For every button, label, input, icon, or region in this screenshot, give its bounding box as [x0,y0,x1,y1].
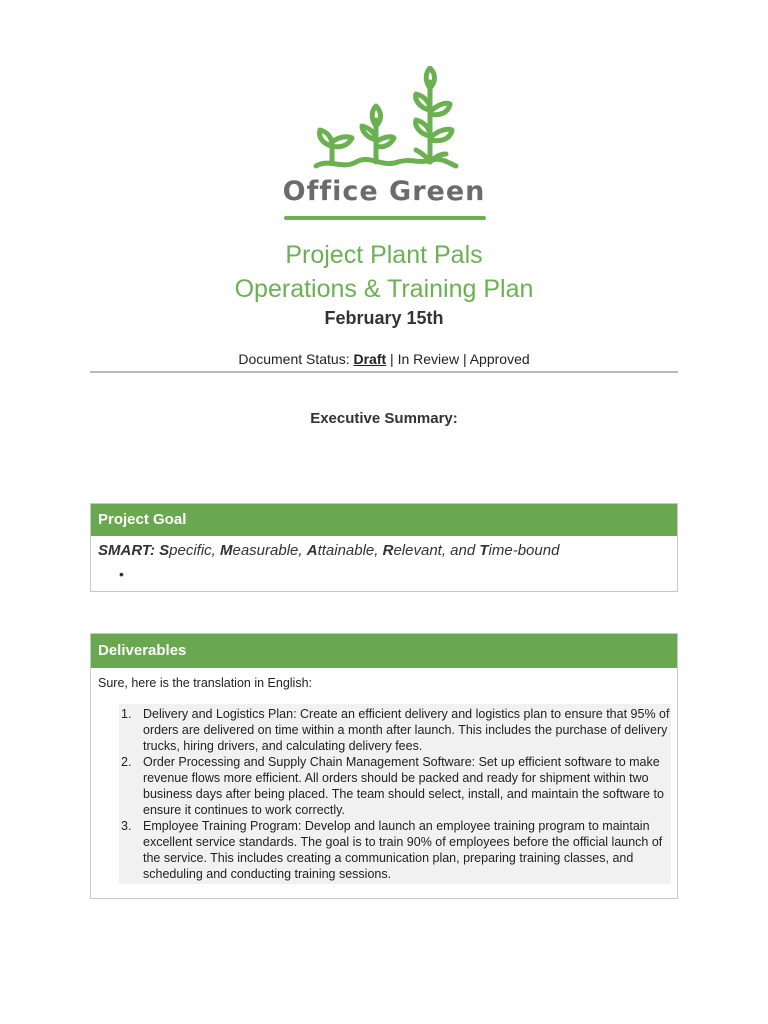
deliverables-table [90,633,678,899]
doc-date: February 15th [324,308,444,328]
project-goal-table [90,503,678,592]
list-item-text: Delivery and Logistics Plan: Create an efficient delivery and logistics plan to ensure that 95% of orders are delivered on time within a month after launch. This includes the purchase of delivery trucks, hiring drivers, and calculating delivery fees. [143,707,670,753]
doc-title-line2: Operations & Training Plan [234,275,534,303]
status-in-review[interactable]: In Review [397,351,460,367]
list-number: 1. [121,707,132,721]
smart-word: pecific, [169,542,220,559]
brand-name: Office Green [282,176,486,207]
list-item [119,706,671,754]
smart-word: elevant, and [393,542,480,559]
smart-word: easurable, [232,542,307,559]
list-item-text: Order Processing and Supply Chain Management Software: Set up efficient software to make revenue flows more efficient. All orders should be packed and ready for shipment within two business days after being placed. The team should select, install, and maintain the software to ensure it continues to work correctly. [143,755,664,817]
smart-letter: R [382,542,394,559]
status-label: Document Status: [238,351,350,367]
deliverables-heading: Deliverables [91,634,677,668]
divider [90,371,678,373]
deliverables-list [119,704,671,884]
brand-underline [284,216,486,220]
list-item [119,754,671,818]
list-number: 3. [121,819,132,833]
smart-definition [91,536,677,559]
list-item-text: Employee Training Program: Develop and launch an employee training program to maintain excellent service standards. The goal is to train 90% of employees before the official launch of the service. This includes creating a communication plan, preparing training classes, and scheduling and conducting training sessions. [143,819,663,881]
doc-title-line1: Project Plant Pals [285,241,483,269]
smart-word: ttainable, [317,542,383,559]
executive-summary-heading: Executive Summary: [310,410,458,427]
smart-label: SMART: [98,542,155,559]
smart-letter: A [306,542,318,559]
smart-letter: S [159,542,170,559]
smart-word: ime-bound [488,542,560,559]
status-approved[interactable]: Approved [469,351,530,367]
status-draft-link[interactable]: Draft [353,351,387,367]
project-goal-heading: Project Goal [91,504,677,536]
list-number: 2. [121,755,132,769]
empty-bullet[interactable]: • [119,566,124,582]
status-separator: | [459,351,470,367]
list-item [119,818,671,882]
smart-letter: M [220,542,233,559]
status-separator: | [386,351,398,367]
smart-letter: T [479,542,489,559]
document-status [0,351,768,367]
deliverables-intro: Sure, here is the translation in English: [98,676,313,690]
plants-icon [270,66,500,176]
